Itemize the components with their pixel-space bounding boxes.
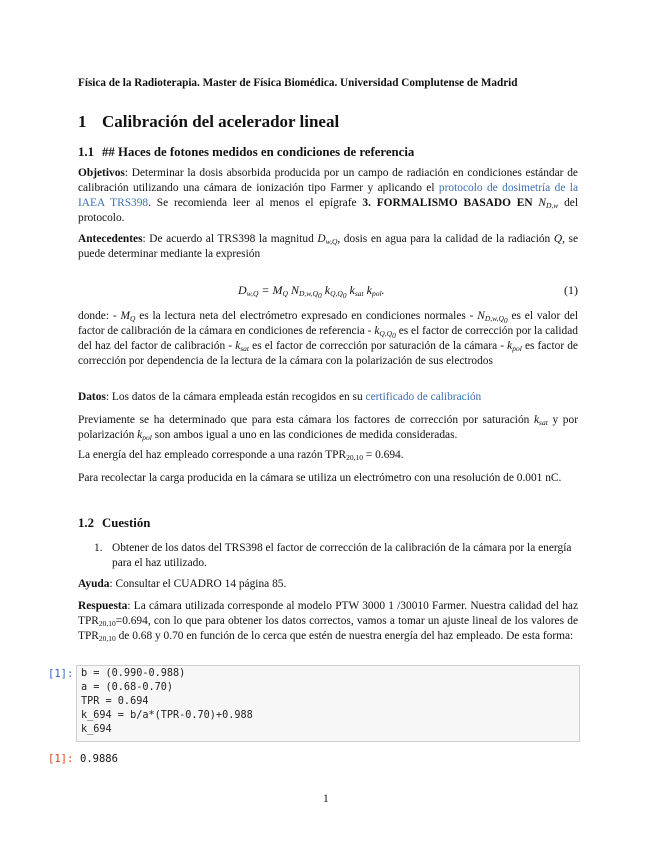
certificado-link[interactable]: certificado de calibración bbox=[365, 391, 482, 403]
ayuda-text: : Consultar el CUADRO 14 página 85. bbox=[109, 578, 287, 590]
ayuda-label: Ayuda bbox=[78, 578, 110, 590]
cell-output: 0.9886 bbox=[80, 753, 118, 765]
list-number: 1. bbox=[94, 542, 103, 554]
objetivos-text-2: . Se recomienda leer al menos el epígrafe bbox=[148, 197, 363, 209]
subsection-title: ## Haces de fotones medidos en condiciones de referencia bbox=[102, 145, 415, 159]
datos-label: Datos bbox=[78, 391, 106, 403]
datos-paragraph bbox=[78, 390, 578, 405]
code-line: b = (0.990-0.988) bbox=[81, 668, 186, 679]
section-heading-1 bbox=[78, 112, 339, 132]
antecedentes-paragraph bbox=[78, 232, 578, 262]
code-line: k_694 = b/a*(TPR-0.70)+0.988 bbox=[81, 710, 253, 721]
respuesta-paragraph: Respuesta: La cámara utilizada corresponde al modelo PTW 3000 1 /30010 Farmer. Nuestra calidad del haz $TPR_{20,10}=0.694$, con lo que para obtener los datos correctos, vamos a tomar un ajuste lineal de los valores de $TPR_{20,10}$ de 0.68 y 0.70 en función de lo cerca que estén de nuestra energía del haz empleado. De esta forma: bbox=[78, 600, 578, 643]
subsection-heading-1-1 bbox=[78, 145, 414, 160]
previamente-paragraph: Previamente se ha determinado que para esta cámara los factores de corrección por saturación $k_{sat}$ y por polarización $k_{pol}$ son ambos igual a uno en las condiciones de medida consideradas. bbox=[78, 414, 578, 442]
input-prompt: [1]: bbox=[48, 668, 74, 680]
running-header: Física de la Radioterapia. Master de Física Biomédica. Universidad Complutense de Madrid bbox=[78, 77, 518, 89]
equation-number: (1) bbox=[564, 283, 578, 297]
equation-body: $D_{w,Q} = M_Q$ $N_{D,w,Q_0}$ $k_{Q,Q_0}$ $k_{sat}$ $k_{pol}$. bbox=[238, 283, 385, 300]
section-number: 1 bbox=[78, 112, 87, 131]
subsection-number: 1.2 bbox=[78, 516, 94, 530]
code-cell[interactable] bbox=[76, 665, 580, 742]
code-line: TPR = 0.694 bbox=[81, 696, 149, 707]
objetivos-text: : Determinar la dosis absorbida producida por un campo de radiación en condiciones estándar de calibración utilizando una cámara de ionización tipo Farmer y aplicando el bbox=[78, 167, 578, 194]
recolectar-paragraph: Para recolectar la carga producida en la cámara se utiliza un electrómetro con una resolución de 0.001 nC. bbox=[78, 472, 562, 484]
trs398-link[interactable]: protocolo de dosimetría de la IAEA TRS398 bbox=[78, 182, 578, 209]
antecedentes-label: Antecedentes bbox=[78, 233, 143, 245]
section-title: Calibración del acelerador lineal bbox=[102, 112, 340, 131]
subsection-title: Cuestión bbox=[102, 516, 151, 530]
subsection-number: 1.1 bbox=[78, 145, 94, 159]
formalismo-bold: 3. FORMALISMO BASADO EN bbox=[362, 197, 533, 209]
math-ndw: $N_{D,w}$ bbox=[538, 197, 559, 210]
output-prompt: [1]: bbox=[48, 753, 74, 765]
question-text: Obtener de los datos del TRS398 el factor de corrección de la calibración de la cámara por la energía para el haz utilizado. bbox=[112, 542, 572, 569]
objetivos-text-3: del protocolo. bbox=[78, 197, 578, 224]
objetivos-paragraph bbox=[78, 166, 578, 226]
page-number: 1 bbox=[323, 793, 329, 805]
code-line: k_694 bbox=[81, 724, 112, 735]
subsection-heading-1-2 bbox=[78, 516, 150, 531]
respuesta-label: Respuesta bbox=[78, 600, 128, 612]
datos-text: : Los datos de la cámara empleada están recogidos en su bbox=[105, 391, 366, 403]
donde-paragraph: donde: - $M_Q$ es la lectura neta del electrómetro expresado en condiciones normales - $N_{D,w,Q_0}$ es el valor del factor de calibración de la cámara en condiciones de referencia - $k_{Q,Q_0}$ es el factor de corrección por la calidad del haz del factor de calibración - $k_{sat}$ es el factor de corrección por saturación de la cámara - $k_{pol}$ es factor de corrección por dependencia de la lectura de la cámara con la polarización de sus electrodos bbox=[78, 310, 579, 367]
energia-paragraph: La energía del haz empleado corresponde a una razón $TPR_{20,10} = 0.694$. bbox=[78, 449, 404, 462]
code-line: a = (0.68-0.70) bbox=[81, 682, 174, 693]
ayuda-paragraph bbox=[78, 577, 578, 592]
objetivos-label: Objetivos bbox=[78, 167, 125, 179]
antecedentes-text: : De acuerdo al TRS398 la magnitud $D_{w,Q}$, dosis en agua para la calidad de la radiación Q, se puede determinar mediante la expresión bbox=[78, 233, 579, 260]
